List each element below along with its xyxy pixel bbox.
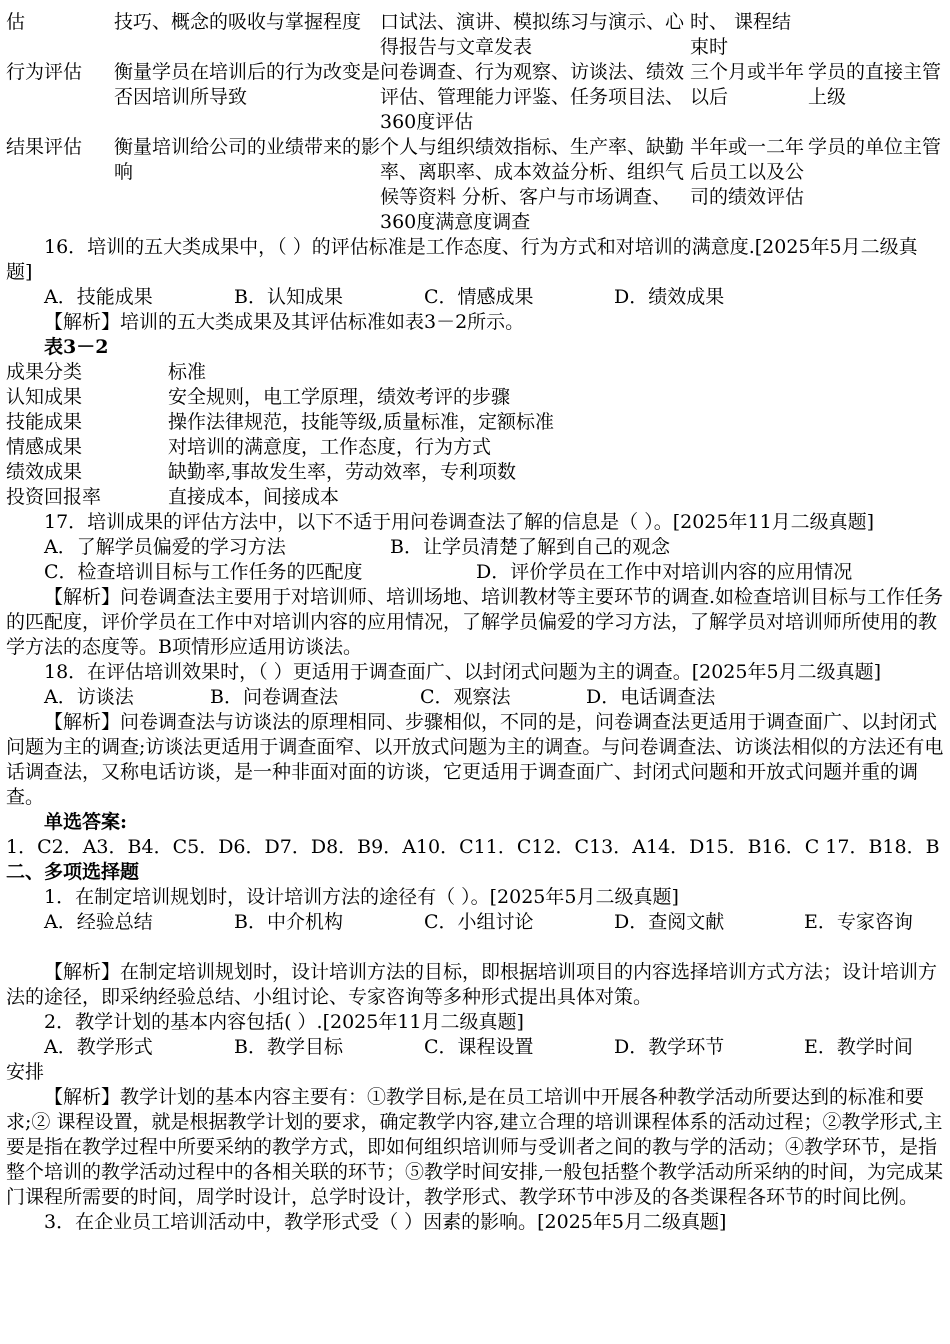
outcome-row	[6, 385, 944, 410]
option-e-wrap: 安排	[6, 1061, 45, 1083]
question-18-analysis: 【解析】问卷调查法与访谈法的原理相同、步骤相似，不同的是，问卷调查法更适用于调查面广、以封闭式问题为主的调查;访谈法更适用于调查面窄、以开放式问题为主的调查。与问卷调查法、访谈法相似的方法还有电话调查法，又称电话访谈，是一种非面对面的访谈，它更适用于调查面广、封闭式问题和开放式问题并重的调查。	[6, 711, 944, 808]
question-18-options	[6, 685, 944, 710]
table-cell: 三个月或半年以后	[690, 61, 805, 108]
evaluation-table	[6, 10, 944, 235]
outcome-category: 情感成果	[6, 436, 83, 458]
table-cell: 半年或一二年后员工以及公司的绩效评估	[690, 136, 805, 208]
table-cell: 问卷调查、行为观察、访谈法、绩效评估、管理能力评鉴、任务项目法、360度评估	[380, 61, 685, 133]
outcome-standard: 缺勤率,事故发生率，劳动效率，专利项数	[168, 461, 517, 483]
option-a: A．了解学员偏爱的学习方法	[44, 536, 286, 558]
option-d: D．电话调查法	[586, 686, 716, 708]
option-a: A．访谈法	[44, 686, 134, 708]
question-m1-analysis: 【解析】在制定培训规划时，设计培训方法的目标，即根据培训项目的内容选择培训方式方法；设计培训方法的途径，即采纳经验总结、小组讨论、专家咨询等多种形式提出具体对策。	[6, 961, 938, 1008]
option-c: C．小组讨论	[424, 911, 534, 933]
outcome-standard: 对培训的满意度，工作态度，行为方式	[168, 436, 492, 458]
option-b: B．问卷调查法	[210, 686, 338, 708]
outcome-category: 技能成果	[6, 411, 83, 433]
option-a: A．技能成果	[44, 286, 153, 308]
question-m1-stem: 1．在制定培训规划时，设计培训方法的途径有（ ）。[2025年5月二级真题]	[44, 886, 679, 908]
outcome-row	[6, 485, 944, 510]
option-d: D．教学环节	[614, 1036, 725, 1058]
option-b: B．教学目标	[234, 1036, 343, 1058]
outcome-row	[6, 410, 944, 435]
table-cell: 个人与组织绩效指标、生产率、缺勤率、离职率、成本效益分析、组织气候等资料 分析、客户与市场调查、360度满意度调查	[380, 136, 685, 233]
option-c: C．课程设置	[424, 1036, 534, 1058]
question-m3-stem: 3．在企业员工培训活动中，教学形式受（ ）因素的影响。[2025年5月二级真题]	[44, 1211, 727, 1233]
outcome-category: 认知成果	[6, 386, 83, 408]
question-18-stem: 18．在评估培训效果时，（ ）更适用于调查面广、以封闭式问题为主的调查。[2025年5月二级真题]	[44, 661, 881, 683]
option-d: D．绩效成果	[614, 286, 725, 308]
table-cell: 衡量培训给公司的业绩带来的影响	[114, 136, 381, 183]
question-16-options	[6, 285, 944, 310]
table-cell: 学员的单位主管	[808, 136, 942, 158]
option-e: E．专家咨询	[804, 911, 913, 933]
option-c: C．检查培训目标与工作任务的匹配度	[44, 561, 363, 583]
table-cell: 估	[6, 11, 26, 33]
question-m1-options	[6, 910, 944, 935]
answers-title: 单选答案:	[44, 811, 128, 833]
outcome-row	[6, 460, 944, 485]
option-a: A．经验总结	[44, 911, 153, 933]
table-cell	[808, 10, 944, 60]
table-title: 表3－2	[44, 336, 109, 358]
question-m2-analysis: 【解析】教学计划的基本内容主要有：①教学目标,是在员工培训中开展各种教学活动所要达到的标准和要求;② 课程设置，就是根据教学计划的要求，确定教学内容,建立合理的培训课程体系的活动过程；②教学形式,主要是指在教学过程中所要采纳的教学方式，即如何组织培训师与受训者之间的教与学的活动；④教学环节，是指整个培训的教学活动过程中的各相关联的环节；⑤教学时间安排,一般包括整个教学活动所采纳的时间，为完成某门课程所需要的时间，周学时设计，总学时设计，教学形式、教学环节中涉及的各类课程各环节的时间比例。	[6, 1086, 944, 1208]
table-cell: 技巧、概念的吸收与掌握程度	[114, 11, 362, 33]
question-m2-options	[6, 1035, 944, 1060]
question-17-analysis: 【解析】问卷调查法主要用于对培训师、培训场地、培训教材等主要环节的调查.如检查培训目标与工作任务的匹配度，评价学员在工作中对培训内容的应用情况，了解学员偏爱的学习方法，了解学员对培训师所使用的教学方法的态度等。B项情形应适用访谈法。	[6, 586, 944, 658]
table-cell: 口试法、演讲、模拟练习与演示、心得报告与文章发表	[380, 11, 685, 58]
outcome-table-header	[6, 360, 944, 385]
question-16-stem: 16．培训的五大类成果中，（ ）的评估标准是工作态度、行为方式和对培训的满意度.[2025年5月二级真题]	[6, 236, 918, 283]
question-17-options-row2	[6, 560, 944, 585]
table-row	[6, 10, 944, 60]
outcome-standard: 操作法律规范，技能等级,质量标准，定额标准	[168, 411, 555, 433]
option-a: A．教学形式	[44, 1036, 153, 1058]
section-title: 二、多项选择题	[6, 861, 140, 883]
option-d: D．查阅文献	[614, 911, 725, 933]
answers-line: 1．C2．A3．B4．C5．D6．D7．D8．B9．A10．C11．C12．C13．A14．D15．B16．C 17．B18．B	[6, 836, 940, 858]
table-row	[6, 135, 944, 235]
question-m2-stem: 2．教学计划的基本内容包括( ）.[2025年11月二级真题]	[44, 1011, 524, 1033]
table-cell: 衡量学员在培训后的行为改变是否因培训所导致	[114, 61, 381, 108]
document-page	[6, 10, 944, 1235]
option-b: B．认知成果	[234, 286, 343, 308]
outcome-standard: 直接成本，间接成本	[168, 486, 340, 508]
outcome-category: 投资回报率	[6, 486, 102, 508]
header-category: 成果分类	[6, 361, 83, 383]
outcome-category: 绩效成果	[6, 461, 83, 483]
option-c: C．情感成果	[424, 286, 534, 308]
option-c: C．观察法	[420, 686, 511, 708]
table-cell: 行为评估	[6, 61, 83, 83]
option-d: D．评价学员在工作中对培训内容的应用情况	[476, 561, 853, 583]
option-b: B．中介机构	[234, 911, 343, 933]
spacer	[6, 935, 944, 960]
question-17-options-row1	[6, 535, 944, 560]
table-cell: 结果评估	[6, 136, 83, 158]
option-b: B．让学员清楚了解到自己的观念	[390, 536, 670, 558]
outcome-table	[6, 360, 944, 510]
option-e: E．教学时间	[804, 1036, 913, 1058]
outcome-row	[6, 435, 944, 460]
table-cell: 时、 课程结束时	[690, 11, 792, 58]
outcome-standard: 安全规则，电工学原理，绩效考评的步骤	[168, 386, 511, 408]
question-16-analysis: 【解析】培训的五大类成果及其评估标准如表3－2所示。	[44, 311, 525, 333]
question-17-stem: 17．培训成果的评估方法中，以下不适于用问卷调查法了解的信息是（ ）。[2025年11月二级真题]	[44, 511, 875, 533]
table-row	[6, 60, 944, 135]
header-standard: 标准	[168, 361, 207, 383]
table-cell: 学员的直接主管上级	[808, 61, 942, 108]
